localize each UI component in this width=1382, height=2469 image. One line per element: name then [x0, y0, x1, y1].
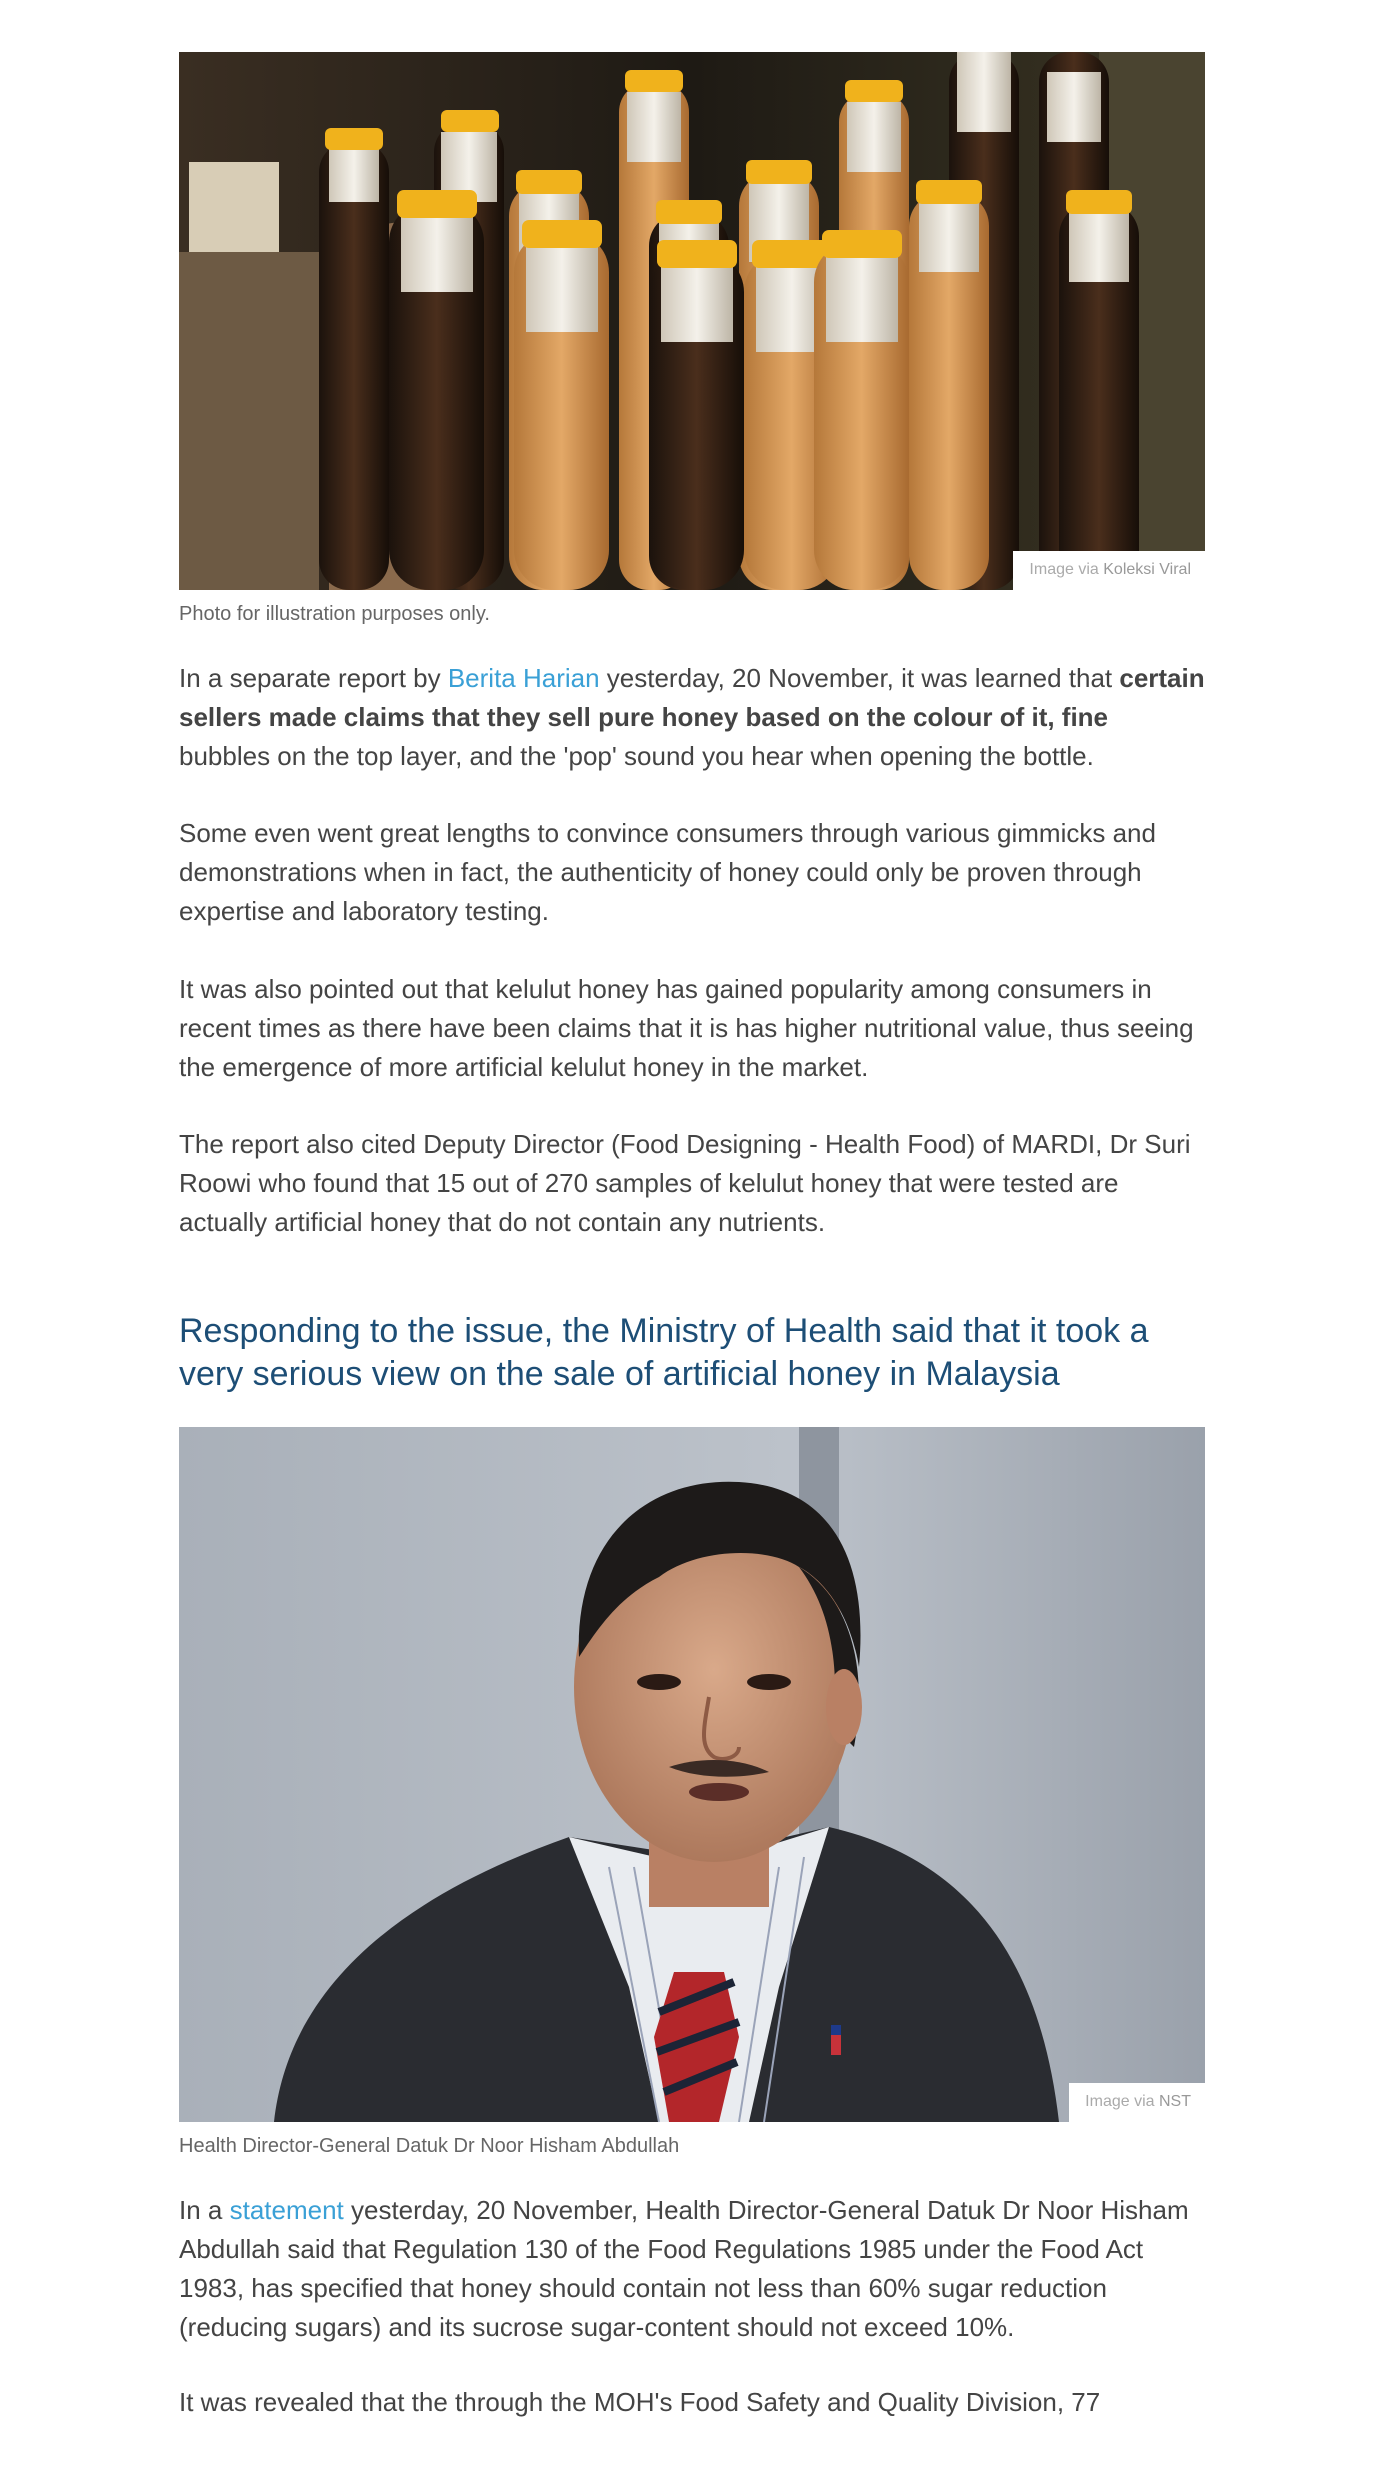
paragraph [179, 659, 1205, 776]
credit-source-link[interactable]: NST [1159, 2093, 1191, 2110]
para-text: bubbles on the top layer, and the 'pop' sound you hear when opening the bottle. [179, 741, 1094, 771]
para-text: In a [179, 2195, 230, 2225]
image-credit [1013, 551, 1205, 590]
paragraph: The report also cited Deputy Director (Food Designing - Health Food) of MARDI, Dr Suri Roowi who found that 15 out of 270 samples of kelulut honey that were tested are actually artificial honey that do not contain any nutrients. [179, 1129, 1191, 1237]
honey-bottles-figure [179, 52, 1205, 590]
figure-caption: Photo for illustration purposes only. [179, 603, 490, 625]
paragraph [179, 2191, 1205, 2347]
paragraph: It was revealed that the through the MOH's Food Safety and Quality Division, 77 [179, 2387, 1101, 2417]
bold-claim-text: certain sellers made claims that they sell pure honey based on the colour of it, fine [179, 663, 1205, 732]
section-subheading: Responding to the issue, the Ministry of Health said that it took a very serious view on the sale of artificial honey in Malaysia [179, 1312, 1149, 1393]
portrait-photo [179, 1427, 1205, 2122]
credit-source-link[interactable]: Koleksi Viral [1103, 561, 1191, 578]
para-text: In a separate report by [179, 663, 448, 693]
para-text: yesterday, 20 November, it was learned that [599, 663, 1120, 693]
paragraph: Some even went great lengths to convince consumers through various gimmicks and demonstrations when in fact, the authenticity of honey could only be proven through expertise and laboratory testing. [179, 818, 1156, 926]
credit-prefix: Image via [1029, 561, 1099, 578]
credit-prefix: Image via [1085, 2093, 1155, 2110]
figure-caption: Health Director-General Datuk Dr Noor Hisham Abdullah [179, 2135, 680, 2157]
paragraph: It was also pointed out that kelulut honey has gained popularity among consumers in recent times as there have been claims that it is has higher nutritional value, thus seeing the emergence of more artificial kelulut honey in the market. [179, 974, 1194, 1082]
para-text: yesterday, 20 November, Health Director-General Datuk Dr Noor Hisham Abdullah said that Regulation 130 of the Food Regulations 1985 under the Food Act 1983, has specified that honey should contain not less than 60% sugar reduction (reducing sugars) and its sucrose sugar-content should not exceed 10%. [179, 2195, 1189, 2342]
berita-harian-link[interactable]: Berita Harian [447, 663, 600, 693]
portrait-figure [179, 1427, 1205, 2122]
statement-link[interactable]: statement [229, 2195, 344, 2225]
image-credit [1069, 2083, 1205, 2122]
honey-bottles-photo [179, 52, 1205, 590]
